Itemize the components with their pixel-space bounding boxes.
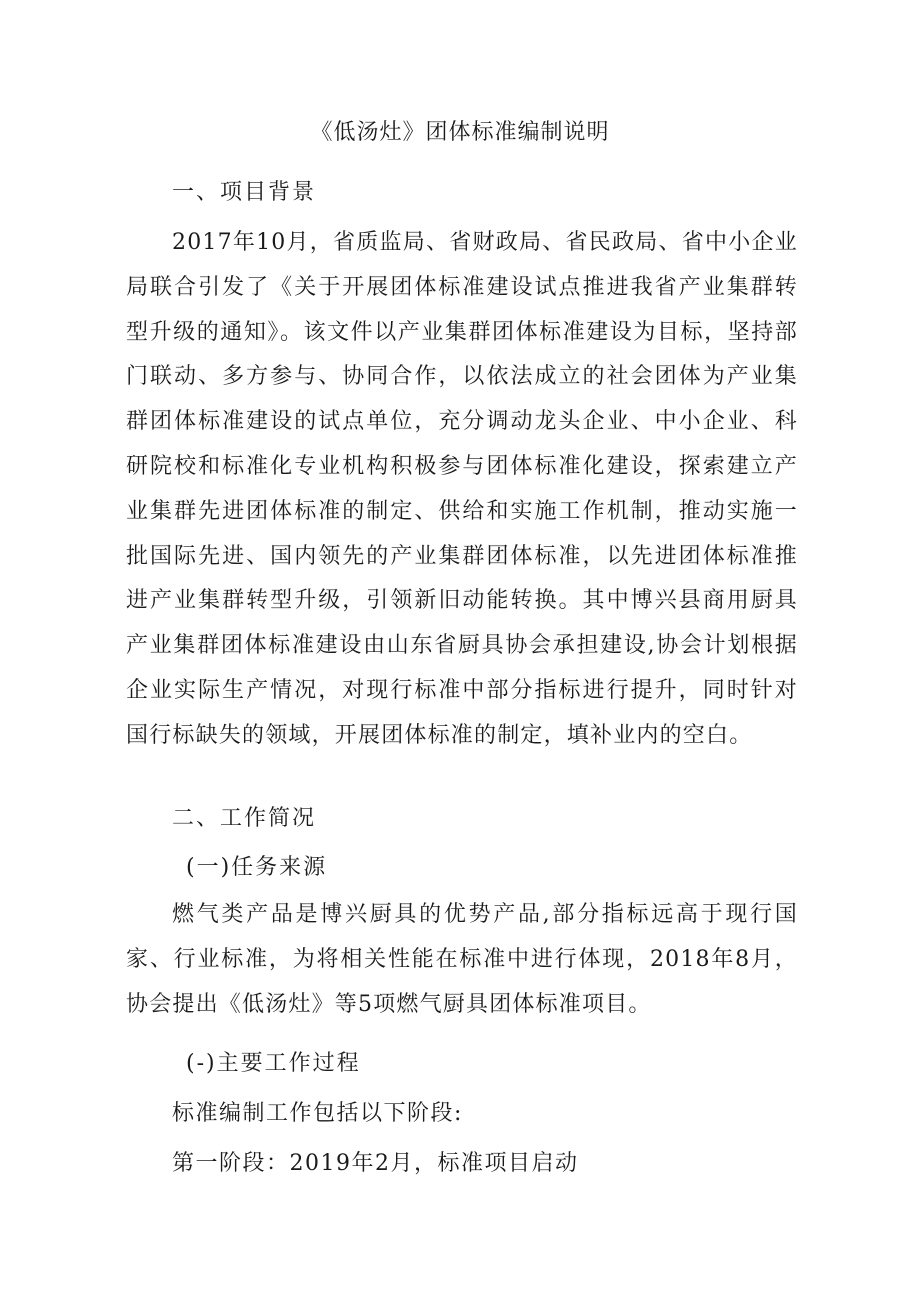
stage-one-text: 第一阶段：2019年2月，标准项目启动 bbox=[172, 1151, 579, 1176]
section-heading-work-overview: 二、工作简况 bbox=[172, 806, 317, 831]
stages-intro-text: 标准编制工作包括以下阶段: bbox=[172, 1101, 463, 1126]
subsection-heading-task-source: (一)任务来源 bbox=[186, 855, 328, 880]
subsection-heading-work-process: (-)主要工作过程 bbox=[186, 1051, 361, 1076]
task-source-paragraph: 燃气类产品是博兴厨具的优势产品,部分指标远高于现行国家、行业标准，为将相关性能在标准中进行体现，2018年8月，协会提出《低汤灶》等5项燃气厨具团体标准项目。 bbox=[126, 902, 798, 1017]
section-heading-background: 一、项目背景 bbox=[172, 180, 317, 205]
background-paragraph: 2017年10月，省质监局、省财政局、省民政局、省中小企业局联合引发了《关于开展团体标准建设试点推进我省产业集群转型升级的通知》。该文件以产业集群团体标准建设为目标，坚持部门联动、多方参与、协同合作，以依法成立的社会团体为产业集群团体标准建设的试点单位，充分调动龙头企业、中小企业、科研院校和标准化专业机构积极参与团体标准化建设，探索建立产业集群先进团体标准的制定、供给和实施工作机制，推动实施一批国际先进、国内领先的产业集群团体标准，以先进团体标准推进产业集群转型升级，引领新旧动能转换。其中博兴县商用厨具产业集群团体标准建设由山东省厨具协会承担建设,协会计划根据企业实际生产情况，对现行标准中部分指标进行提升，同时针对国行标缺失的领域，开展团体标准的制定，填补业内的空白。 bbox=[126, 230, 798, 748]
document-title: 《低汤灶》团体标准编制说明 bbox=[310, 120, 610, 145]
